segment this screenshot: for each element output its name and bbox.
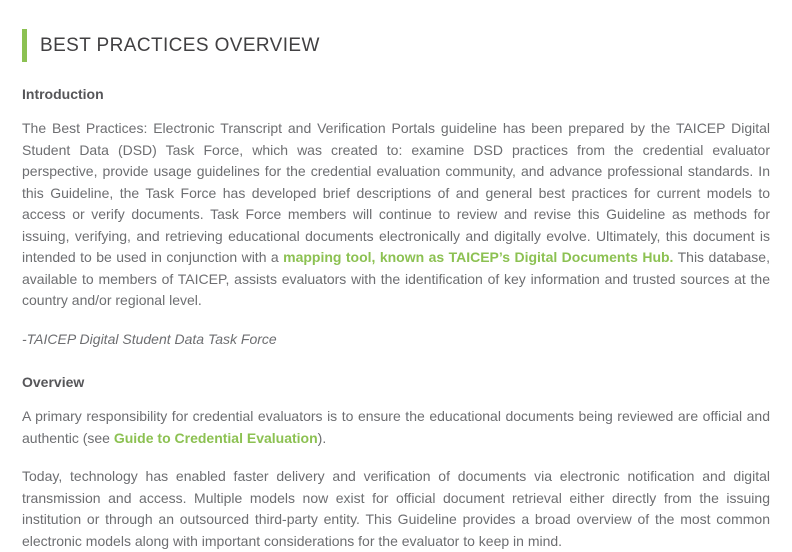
overview-paragraph-text-after: ).: [317, 429, 327, 446]
guide-to-credential-evaluation-link[interactable]: Guide to Credential Evaluation: [113, 429, 318, 446]
introduction-paragraph: [22, 118, 770, 312]
page-header: [22, 29, 770, 62]
digital-documents-hub-link[interactable]: mapping tool, known as TAICEP’s Digital Documents Hub.: [283, 249, 674, 265]
introduction-paragraph-text-after: This database, available to members of TAICEP, assists evaluators with the identification of key information and trusted sources at the country and/or regional level.: [22, 249, 770, 308]
introduction-paragraph-text-before: The Best Practices: Electronic Transcript and Verification Portals guideline has been prepared by the TAICEP Digital Student Data (DSD) Task Force, which was created to: examine DSD practices from the credential evaluator perspective, provide usage guidelines for the credential evaluation community, and advance professional standards. In this Guideline, the Task Force has developed brief descriptions of and general best practices for current models to access or verify documents. Task Force members will continue to review and revise this Guideline as methods for issuing, verifying, and retrieving educational documents electronically and digitally evolve. Ultimately, this document is intended to be used in conjunction with a: [22, 120, 770, 265]
attribution-line: -TAICEP Digital Student Data Task Force: [22, 330, 277, 347]
overview-paragraph-2: Today, technology has enabled faster delivery and verification of documents via electronic notification and digital transmission and access. Multiple models now exist for official document retrieval either directly from the issuing institution or through an outsourced third-party entity. This Guideline provides a broad overview of the most common electronic models along with important considerations for the evaluator to keep in mind.: [22, 468, 770, 549]
overview-paragraph-text-before: A primary responsibility for credential evaluators is to ensure the educational documents being reviewed are official and authentic (see: [22, 408, 770, 446]
overview-heading: Overview: [22, 374, 85, 390]
overview-paragraph-1: [22, 406, 770, 449]
page-title: BEST PRACTICES OVERVIEW: [40, 35, 320, 56]
accent-bar: [22, 29, 27, 62]
introduction-heading: Introduction: [22, 86, 104, 102]
